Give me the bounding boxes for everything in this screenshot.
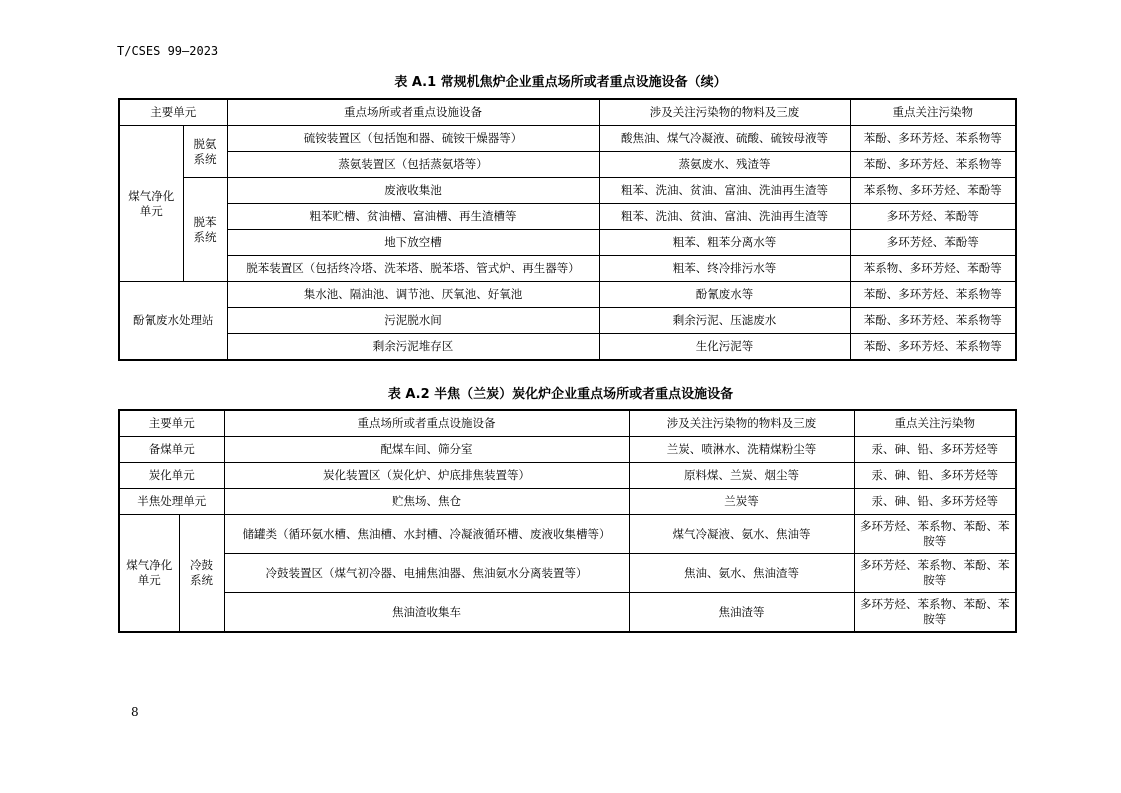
- facility-cell: 脱苯装置区（包括终冷塔、洗苯塔、脱苯塔、管式炉、再生器等）: [227, 256, 599, 282]
- table-row: [119, 178, 1016, 204]
- table-row: [119, 308, 1016, 334]
- pollutants-cell: 苯酚、多环芳烃、苯系物等: [850, 282, 1016, 308]
- materials-cell: 蒸氨废水、残渣等: [599, 152, 850, 178]
- table-row: [119, 230, 1016, 256]
- facility-cell: 焦油渣收集车: [224, 593, 629, 633]
- pollutants-cell: 多环芳烃、苯系物、苯酚、苯胺等: [854, 554, 1016, 593]
- pollutants-cell: 苯系物、多环芳烃、苯酚等: [850, 256, 1016, 282]
- unit-phenol-cyanide-wastewater: 酚氰废水处理站: [119, 282, 227, 361]
- facility-cell: 冷鼓装置区（煤气初冷器、电捕焦油器、焦油氨水分离装置等）: [224, 554, 629, 593]
- table-row: [119, 593, 1016, 633]
- facility-cell: 地下放空槽: [227, 230, 599, 256]
- col-header-unit: 主要单元: [119, 99, 227, 126]
- unit-gas-purification: 煤气净化 单元: [119, 515, 179, 633]
- standard-code: T/CSES 99—2023: [117, 44, 219, 58]
- system-cooling-blower: 冷鼓 系统: [179, 515, 224, 633]
- col-header-pollutants: 重点关注污染物: [854, 410, 1016, 437]
- materials-cell: 粗苯、终冷排污水等: [599, 256, 850, 282]
- facility-cell: 废液收集池: [227, 178, 599, 204]
- pollutants-cell: 多环芳烃、苯系物、苯酚、苯胺等: [854, 593, 1016, 633]
- facility-cell: 贮焦场、焦仓: [224, 489, 629, 515]
- pollutants-cell: 苯酚、多环芳烃、苯系物等: [850, 334, 1016, 361]
- table-row: [119, 334, 1016, 361]
- facility-cell: 污泥脱水间: [227, 308, 599, 334]
- pollutants-cell: 多环芳烃、苯系物、苯酚、苯胺等: [854, 515, 1016, 554]
- system-debenzene: 脱苯 系统: [183, 178, 227, 282]
- page-number: 8: [131, 705, 139, 719]
- pollutants-cell: 苯酚、多环芳烃、苯系物等: [850, 126, 1016, 152]
- system-deammonia: 脱氨 系统: [183, 126, 227, 178]
- table-row: [119, 515, 1016, 554]
- facility-cell: 粗苯贮槽、贫油槽、富油槽、再生渣槽等: [227, 204, 599, 230]
- materials-cell: 生化污泥等: [599, 334, 850, 361]
- table-row: [119, 152, 1016, 178]
- table-row: [119, 463, 1016, 489]
- table-row: [119, 489, 1016, 515]
- unit-cell: 备煤单元: [119, 437, 224, 463]
- materials-cell: 焦油、氨水、焦油渣等: [629, 554, 854, 593]
- col-header-materials: 涉及关注污染物的物料及三废: [599, 99, 850, 126]
- table-header-row: [119, 99, 1016, 126]
- pollutants-cell: 汞、砷、铅、多环芳烃等: [854, 489, 1016, 515]
- pollutants-cell: 汞、砷、铅、多环芳烃等: [854, 463, 1016, 489]
- col-header-materials: 涉及关注污染物的物料及三废: [629, 410, 854, 437]
- facility-cell: 剩余污泥堆存区: [227, 334, 599, 361]
- facility-cell: 集水池、隔油池、调节池、厌氧池、好氧池: [227, 282, 599, 308]
- col-header-facility: 重点场所或者重点设施设备: [224, 410, 629, 437]
- table-row: [119, 554, 1016, 593]
- materials-cell: 粗苯、洗油、贫油、富油、洗油再生渣等: [599, 204, 850, 230]
- table-header-row: [119, 410, 1016, 437]
- unit-cell: 炭化单元: [119, 463, 224, 489]
- table-row: [119, 256, 1016, 282]
- materials-cell: 兰炭、喷淋水、洗精煤粉尘等: [629, 437, 854, 463]
- table-row: [119, 437, 1016, 463]
- unit-gas-purification: 煤气净化 单元: [119, 126, 183, 282]
- table-a2: [118, 409, 1017, 633]
- pollutants-cell: 多环芳烃、苯酚等: [850, 204, 1016, 230]
- facility-cell: 硫铵装置区（包括饱和器、硫铵干燥器等）: [227, 126, 599, 152]
- facility-cell: 储罐类（循环氨水槽、焦油槽、水封槽、冷凝液循环槽、废液收集槽等）: [224, 515, 629, 554]
- facility-cell: 配煤车间、筛分室: [224, 437, 629, 463]
- table-row: [119, 282, 1016, 308]
- pollutants-cell: 多环芳烃、苯酚等: [850, 230, 1016, 256]
- col-header-unit: 主要单元: [119, 410, 224, 437]
- col-header-pollutants: 重点关注污染物: [850, 99, 1016, 126]
- table-caption-a2: 表 A.2 半焦（兰炭）炭化炉企业重点场所或者重点设施设备: [387, 387, 734, 402]
- pollutants-cell: 苯酚、多环芳烃、苯系物等: [850, 308, 1016, 334]
- materials-cell: 酚氰废水等: [599, 282, 850, 308]
- col-header-facility: 重点场所或者重点设施设备: [227, 99, 599, 126]
- pollutants-cell: 苯酚、多环芳烃、苯系物等: [850, 152, 1016, 178]
- materials-cell: 酸焦油、煤气冷凝液、硫酸、硫铵母液等: [599, 126, 850, 152]
- materials-cell: 兰炭等: [629, 489, 854, 515]
- unit-cell: 半焦处理单元: [119, 489, 224, 515]
- materials-cell: 粗苯、粗苯分离水等: [599, 230, 850, 256]
- pollutants-cell: 苯系物、多环芳烃、苯酚等: [850, 178, 1016, 204]
- table-caption-a1: 表 A.1 常规机焦炉企业重点场所或者重点设施设备（续）: [394, 75, 727, 90]
- materials-cell: 粗苯、洗油、贫油、富油、洗油再生渣等: [599, 178, 850, 204]
- materials-cell: 剩余污泥、压滤废水: [599, 308, 850, 334]
- table-row: [119, 126, 1016, 152]
- materials-cell: 焦油渣等: [629, 593, 854, 633]
- facility-cell: 炭化装置区（炭化炉、炉底排焦装置等）: [224, 463, 629, 489]
- table-row: [119, 204, 1016, 230]
- pollutants-cell: 汞、砷、铅、多环芳烃等: [854, 437, 1016, 463]
- facility-cell: 蒸氨装置区（包括蒸氨塔等）: [227, 152, 599, 178]
- table-a1: [118, 98, 1017, 361]
- materials-cell: 原料煤、兰炭、烟尘等: [629, 463, 854, 489]
- materials-cell: 煤气冷凝液、氨水、焦油等: [629, 515, 854, 554]
